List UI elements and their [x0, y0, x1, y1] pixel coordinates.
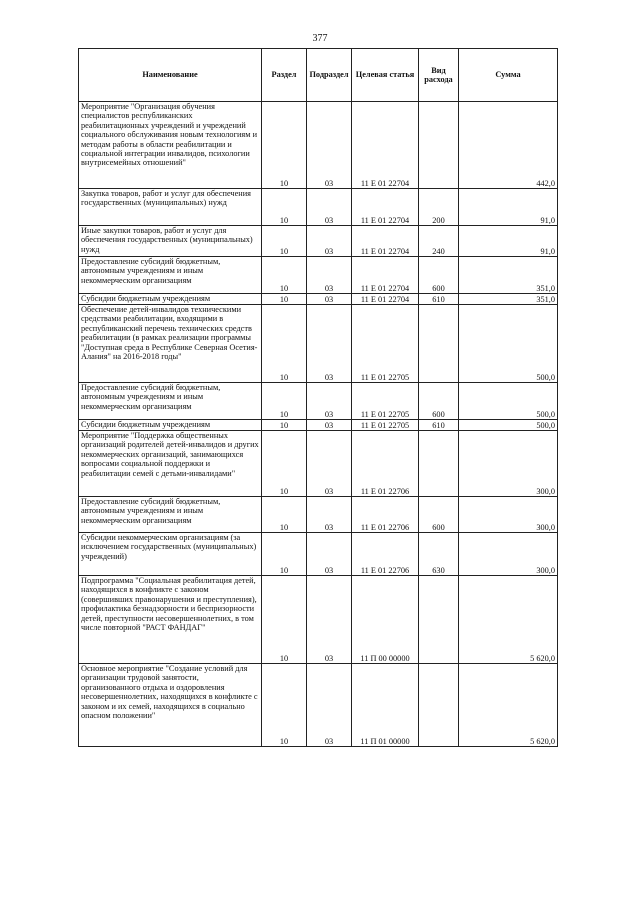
- header-target: Целевая статья: [352, 49, 419, 102]
- row-expense-type: [419, 305, 459, 383]
- row-name: Обеспечение детей-инвалидов техническими средствами реабилитации, входящими в республиканский перечень технических средств реабилитации (в рамках реализации программы "Доступная среда в Республике Северная Осетия-Алания" на 2016-2018 годы": [79, 305, 262, 383]
- row-subsection: 03: [307, 497, 352, 533]
- row-amount: 5 620,0: [459, 576, 558, 664]
- row-section: 10: [262, 102, 307, 189]
- table-row: [79, 102, 558, 189]
- row-section: 10: [262, 383, 307, 420]
- row-name: Закупка товаров, работ и услуг для обеспечения государственных (муниципальных) нужд: [79, 189, 262, 226]
- row-section: 10: [262, 189, 307, 226]
- row-amount: 351,0: [459, 257, 558, 294]
- table-row: [79, 257, 558, 294]
- row-expense-type: 600: [419, 383, 459, 420]
- row-name: Субсидии бюджетным учреждениям: [79, 420, 262, 431]
- row-name: Предоставление субсидий бюджетным, автономным учреждениям и иным некоммерческим организациям: [79, 497, 262, 533]
- row-name: Мероприятие "Организация обучения специалистов республиканских реабилитационных учреждений и учреждений социального обслуживания новым технологиям и методам работы в области реабилитации и социальной интеграции инвалидов, психологии внутрисемейных отношений": [79, 102, 262, 189]
- row-expense-type: 600: [419, 257, 459, 294]
- header-subsection: Подраздел: [307, 49, 352, 102]
- row-target: 11 Е 01 22704: [352, 102, 419, 189]
- row-subsection: 03: [307, 226, 352, 257]
- row-expense-type: [419, 431, 459, 497]
- row-target: 11 Е 01 22705: [352, 420, 419, 431]
- table-row: [79, 664, 558, 747]
- table-row: [79, 431, 558, 497]
- row-expense-type: 610: [419, 294, 459, 305]
- row-expense-type: 610: [419, 420, 459, 431]
- row-name: Основное мероприятие "Создание условий для организации трудовой занятости, организованного отдыха и оздоровления несовершеннолетних, находящихся в конфликте с законом и их семей, находящихся в социально опасном положении": [79, 664, 262, 747]
- row-target: 11 Е 01 22706: [352, 533, 419, 576]
- row-amount: 442,0: [459, 102, 558, 189]
- row-target: 11 Е 01 22704: [352, 226, 419, 257]
- table-header-row: [79, 49, 558, 102]
- header-name: Наименование: [79, 49, 262, 102]
- row-target: 11 Е 01 22704: [352, 294, 419, 305]
- row-target: 11 Е 01 22705: [352, 305, 419, 383]
- row-amount: 500,0: [459, 420, 558, 431]
- page-number: 377: [312, 33, 328, 44]
- row-subsection: 03: [307, 431, 352, 497]
- row-name: Иные закупки товаров, работ и услуг для обеспечения государственных (муниципальных) нужд: [79, 226, 262, 257]
- table-row: [79, 533, 558, 576]
- row-amount: 300,0: [459, 497, 558, 533]
- table-row: [79, 294, 558, 305]
- row-amount: 500,0: [459, 305, 558, 383]
- row-subsection: 03: [307, 294, 352, 305]
- header-amount: Сумма: [459, 49, 558, 102]
- row-expense-type: 600: [419, 497, 459, 533]
- row-amount: 5 620,0: [459, 664, 558, 747]
- header-expense-type: Вид расхода: [419, 49, 459, 102]
- row-section: 10: [262, 533, 307, 576]
- row-section: 10: [262, 305, 307, 383]
- table-row: [79, 305, 558, 383]
- row-subsection: 03: [307, 102, 352, 189]
- row-subsection: 03: [307, 576, 352, 664]
- row-section: 10: [262, 664, 307, 747]
- row-section: 10: [262, 257, 307, 294]
- row-name: Субсидии некоммерческим организациям (за исключением государственных (муниципальных) учреждений): [79, 533, 262, 576]
- row-section: 10: [262, 576, 307, 664]
- row-amount: 300,0: [459, 533, 558, 576]
- row-subsection: 03: [307, 257, 352, 294]
- table-row: [79, 226, 558, 257]
- row-target: 11 Е 01 22704: [352, 189, 419, 226]
- table-row: [79, 497, 558, 533]
- row-amount: 300,0: [459, 431, 558, 497]
- row-amount: 500,0: [459, 383, 558, 420]
- row-name: Субсидии бюджетным учреждениям: [79, 294, 262, 305]
- row-expense-type: 630: [419, 533, 459, 576]
- row-section: 10: [262, 226, 307, 257]
- row-expense-type: 240: [419, 226, 459, 257]
- row-expense-type: [419, 102, 459, 189]
- row-subsection: 03: [307, 664, 352, 747]
- row-subsection: 03: [307, 305, 352, 383]
- row-subsection: 03: [307, 189, 352, 226]
- row-target: 11 Е 01 22706: [352, 497, 419, 533]
- row-target: 11 П 01 00000: [352, 664, 419, 747]
- row-expense-type: [419, 664, 459, 747]
- budget-table: [78, 48, 558, 747]
- row-name: Мероприятие "Поддержка общественных организаций родителей детей-инвалидов и других некоммерческих организаций, занимающихся вопросами социальной поддержки и реабилитации семей с детьми-инвалидами": [79, 431, 262, 497]
- row-subsection: 03: [307, 533, 352, 576]
- row-amount: 351,0: [459, 294, 558, 305]
- row-target: 11 П 00 00000: [352, 576, 419, 664]
- row-section: 10: [262, 420, 307, 431]
- row-target: 11 Е 01 22705: [352, 383, 419, 420]
- row-subsection: 03: [307, 420, 352, 431]
- table-row: [79, 420, 558, 431]
- row-name: Предоставление субсидий бюджетным, автономным учреждениям и иным некоммерческим организациям: [79, 257, 262, 294]
- row-section: 10: [262, 294, 307, 305]
- row-name: Предоставление субсидий бюджетным, автономным учреждениям и иным некоммерческим организациям: [79, 383, 262, 420]
- row-target: 11 Е 01 22706: [352, 431, 419, 497]
- row-expense-type: 200: [419, 189, 459, 226]
- row-amount: 91,0: [459, 189, 558, 226]
- row-section: 10: [262, 431, 307, 497]
- header-section: Раздел: [262, 49, 307, 102]
- row-amount: 91,0: [459, 226, 558, 257]
- row-name: Подпрограмма "Социальная реабилитация детей, находящихся в конфликте с законом (совершивших правонарушения и преступления), профилактика безнадзорности и беспризорности детей, преступности несовершеннолетних, в том числе повторной "РАСТ ФАНДАГ": [79, 576, 262, 664]
- table-row: [79, 576, 558, 664]
- row-section: 10: [262, 497, 307, 533]
- table-row: [79, 383, 558, 420]
- row-expense-type: [419, 576, 459, 664]
- row-target: 11 Е 01 22704: [352, 257, 419, 294]
- row-subsection: 03: [307, 383, 352, 420]
- table-row: [79, 189, 558, 226]
